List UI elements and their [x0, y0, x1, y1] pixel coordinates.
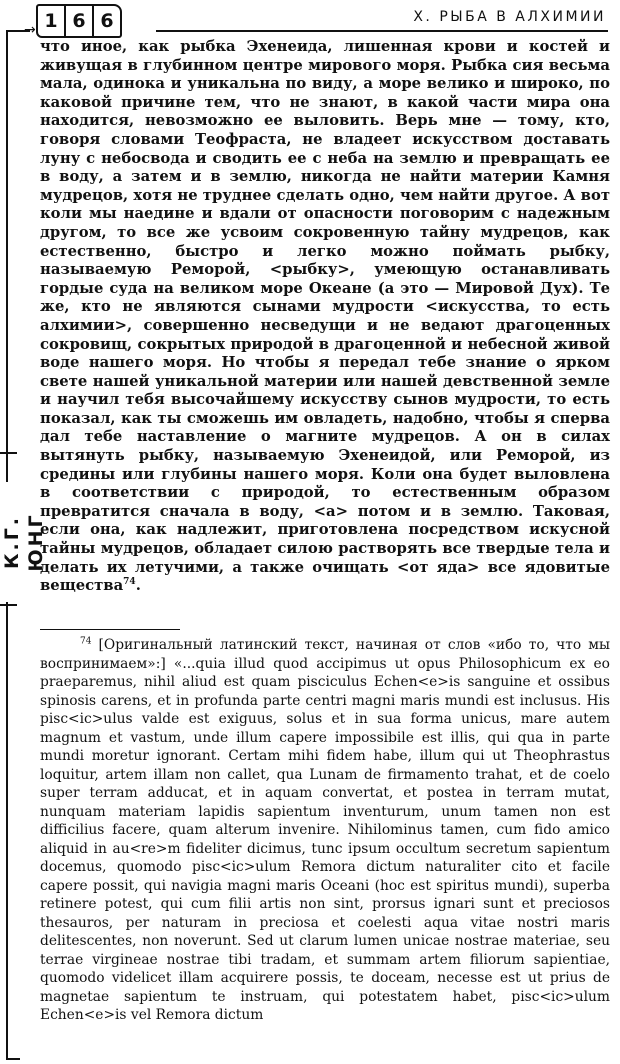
page-number-box — [36, 4, 122, 38]
running-title: X. РЫБА В АЛХИМИИ — [413, 9, 606, 25]
footnote — [40, 636, 610, 1025]
footnote-text: [Оригинальный латинский текст, начиная от слов «ибо то, что мы воспринимаем»:] «...quia illud quod accipimus ut opus Philosophicum ex eo praeparemus, nihil aliud est quam pisciculus Echen<e>is sanguine et ossibus spinosis carens, et in profunda parte centri magni maris mundi est inclusus. His pisc<ic>ulus valde est exiguus, solus et in sua forma unicus, mare autem magnum et vastum, unde illum capere impossibile est illis, qui qua in parte mundi moretur ignorant. Certam mihi fidem habe, illum qui ut Theophrastus loquitur, artem illam non callet, qua Lunam de firmamento trahat, et de coelo super terram adducat, et in aquam convertat, et postea in terram mutat, nunquam materiam lapidis sapientum inventurum, unum tamen non est difficilius facere, quam alterum invenire. Nihilominus tamen, cum fido amico aliquid in au<re>m fideliter dicimus, tunc ipsum occultum secretum sapientum docemus, quomodo pisc<ic>ulum Remora dictum naturaliter cito et facile capere possit, qui navigia magni maris Oceani (hoc est spiritus mundi), superba retinere potest, qui cum filii artis non sint, prorsus ignari sunt et preciosos thesauros, per naturam in preciosa et coelesti aqua vitae nostri maris delitescentes, non noverunt. Sed ut clarum lumen unicae nostrae materiae, seu terrae virgineae nostrae tibi tradam, et summam artem filiorum sapientiae, quomodo videlicet illam acquirere possis, te doceam, necesse est ut prius de magnetae sapientum te instruam, qui potestatem habet, pisc<ic>ulum Echen<e>is vel Remora dictum — [40, 637, 611, 1023]
main-text — [40, 38, 610, 596]
author-bracket-bottom — [0, 604, 17, 606]
header-rule — [156, 30, 608, 32]
author-bracket-top — [0, 452, 17, 454]
page-number-digit: 1 — [44, 10, 58, 32]
footnote-divider — [40, 629, 180, 630]
page-number-digit: 6 — [64, 6, 92, 36]
body-paragraph — [40, 38, 610, 596]
author-name-vertical: К.Г. ЮНГ — [0, 482, 24, 602]
footnote-paragraph — [40, 636, 610, 1025]
final-period: . — [135, 577, 141, 595]
footnote-number: 74 — [80, 636, 92, 647]
body-paragraph-text: что иное, как рыбка Эхенеида, лишенная крови и костей и живущая в глубинном центре мирового моря. Рыбка сия весьма мала, одинока и уникальна по виду, а море велико и широко, по каковой причине тем, что не знают, в какой части мира она находится, невозможно ее выловить. Верь мне — тому, кто, говоря словами Теофраста, не владеет искусством доставать луну с небосвода и сводить ее с неба на землю и превращать ее в воду, а затем и в землю, никогда не найти материи Камня мудрецов, хотя не труднее сделать одно, чем найти другое. А вот коли мы наедине и вдали от опасности поговорим с надежным другом, то все же усвоим сокровенную тайну мудрецов, как естественно, быстро и легко можно поймать рыбку, называемую Реморой, <рыбку>, умеющую останавливать гордые суда на великом море Океане (а это — Мировой Дух). Те же, кто не являются сынами мудрости <искусства, то есть алхимии>, совершенно несведущи и не ведают драгоценных сокровищ, сокрытых природой в драгоценной и небесной живой воде нашего моря. Но чтобы я передал тебе знание о ярком свете нашей уникальной материи или нашей девственной земле и научил тебя высочайшему искусству сынов мудрости, то есть показал, как ты сможешь им овладеть, надобно, чтобы я сперва дал тебе наставление о магните мудрецов. А он в силах вытянуть рыбку, называемую Эхенеидой, или Реморой, из средины или глубины нашего моря. Коли она будет выловлена в соответствии с природой, то естественным образом превратится сначала в воду, <а> потом и в землю. Таковая, если она, как надлежит, приготовлена посредством искусной тайны мудрецов, обладает силою растворять все твердые тела и делать их летучими, а также очищать <от яда> все ядовитые вещества — [40, 38, 610, 595]
arrow-right-icon: → — [24, 22, 36, 38]
page-number-digit: 6 — [92, 6, 120, 36]
footnote-reference[interactable]: 74 — [123, 577, 136, 588]
left-rail-foot — [6, 1058, 20, 1060]
